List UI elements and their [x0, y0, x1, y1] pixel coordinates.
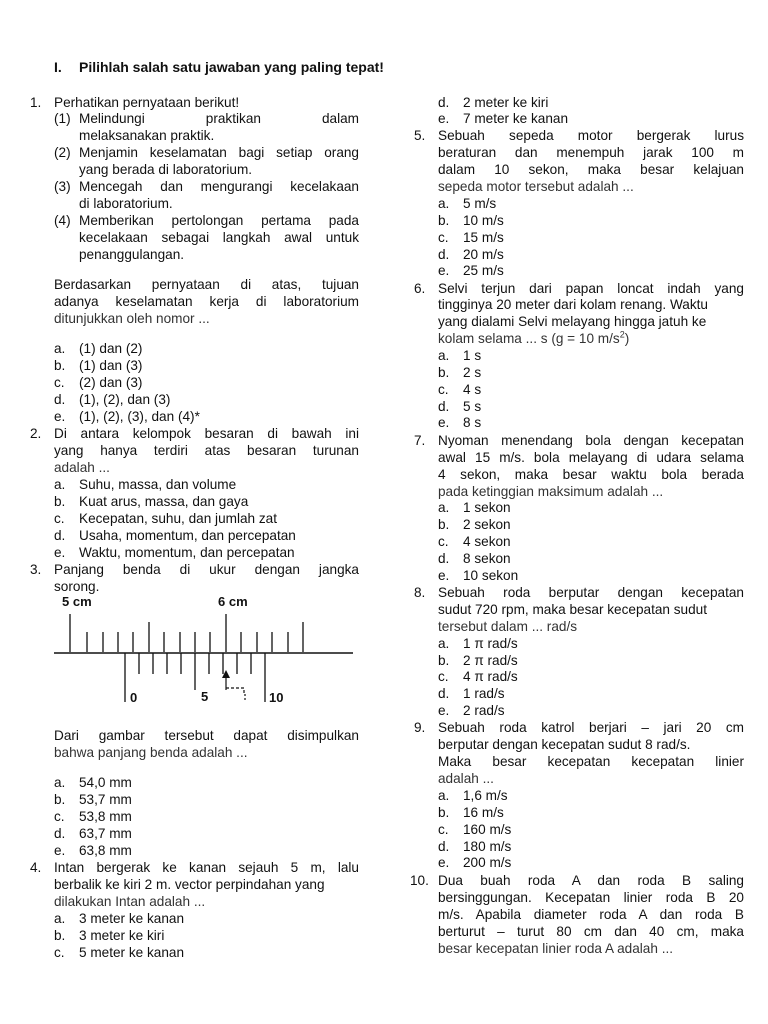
option-text: 160 m/s	[463, 822, 512, 837]
question-text: yang hanya terdiri atas besaran turunan	[54, 443, 359, 458]
option-text: 10 sekon	[463, 568, 519, 583]
statement-text: Melindungi praktikan dalam	[79, 111, 359, 126]
statement-text: melaksanakan praktik.	[79, 128, 215, 143]
statement-number: (3)	[54, 179, 71, 194]
question-text: Berdasarkan pernyataan di atas, tujuan	[54, 277, 359, 292]
option-text: 3 meter ke kiri	[79, 928, 165, 943]
option-key: c.	[438, 669, 449, 684]
option-text: 2 π rad/s	[463, 653, 518, 668]
option-text: 8 sekon	[463, 551, 511, 566]
question-number: 2.	[30, 426, 42, 441]
option-key: c.	[54, 375, 65, 390]
question-text: Sebuah roda katrol berjari – jari 20 cm	[438, 720, 744, 735]
question-text: 4 sekon, maka besar waktu bola berada	[438, 467, 744, 482]
option-key: a.	[438, 500, 450, 515]
question-number: 5.	[414, 128, 426, 143]
question-text: adalah ...	[54, 460, 110, 475]
option-key: b.	[54, 928, 66, 943]
option-text: 16 m/s	[463, 805, 504, 820]
statement-text: di laboratorium.	[79, 196, 173, 211]
option-key: c.	[54, 945, 65, 960]
question-text: berputar dengan kecepatan sudut 8 rad/s.	[438, 737, 691, 752]
option-key: d.	[438, 247, 450, 262]
vernier-label-0: 0	[130, 690, 138, 705]
option-key: e.	[438, 703, 450, 718]
option-text: 63,7 mm	[79, 826, 132, 841]
option-key: e.	[438, 855, 450, 870]
question-text: bahwa panjang benda adalah ...	[54, 745, 248, 760]
statement-text: Menjamin keselamatan bagi setiap orang	[79, 145, 359, 160]
option-text: Waktu, momentum, dan percepatan	[79, 545, 295, 560]
option-key: b.	[54, 792, 66, 807]
option-text: 2 rad/s	[463, 703, 505, 718]
question-text: Dua buah roda A dan roda B saling	[438, 873, 744, 888]
option-key: a.	[438, 196, 450, 211]
question-text: bersinggungan. Kecepatan linier roda B 20	[438, 890, 744, 905]
option-text: 4 π rad/s	[463, 669, 518, 684]
option-text: 4 s	[463, 382, 482, 397]
option-key: a.	[54, 775, 66, 790]
question-text: Sebuah sepeda motor bergerak lurus	[438, 128, 744, 143]
option-text: 8 s	[463, 415, 482, 430]
option-text: 200 m/s	[463, 855, 512, 870]
question-stem: Perhatikan pernyataan berikut!	[54, 95, 240, 110]
option-key: e.	[438, 415, 450, 430]
option-text: 15 m/s	[463, 230, 504, 245]
option-key: c.	[438, 822, 449, 837]
option-key: d.	[438, 686, 450, 701]
vernier-scale-ticks	[125, 653, 265, 702]
question-text: besar kecepatan linier roda A adalah ...	[438, 941, 674, 956]
main-scale-label-left: 5 cm	[62, 594, 92, 609]
option-text: 54,0 mm	[79, 775, 132, 790]
option-key: c.	[438, 230, 449, 245]
question-number: 7.	[414, 433, 426, 448]
question-text: adanya keselamatan kerja di laboratorium	[54, 294, 359, 309]
option-key: d.	[438, 95, 450, 110]
option-text: (1), (2), (3), dan (4)*	[79, 409, 200, 424]
question-text: berbalik ke kiri 2 m. vector perpindahan yang	[54, 877, 325, 892]
option-text: 63,8 mm	[79, 843, 132, 858]
question-number: 3.	[30, 562, 42, 577]
option-text: 2 meter ke kiri	[463, 95, 549, 110]
option-key: c.	[54, 809, 65, 824]
option-text: 10 m/s	[463, 213, 504, 228]
option-key: e.	[438, 263, 450, 278]
statement-number: (1)	[54, 111, 71, 126]
question-text: yang dialami Selvi melayang hingga jatuh ke	[438, 314, 707, 329]
option-text: Kecepatan, suhu, dan jumlah zat	[79, 511, 277, 526]
question-number: 4.	[30, 860, 42, 875]
vernier-label-10: 10	[269, 690, 284, 705]
question-text: Intan bergerak ke kanan sejauh 5 m, lalu	[54, 860, 359, 875]
option-text: 20 m/s	[463, 247, 504, 262]
statement-text: Memberikan pertolongan pertama pada	[79, 213, 359, 228]
question-text: pada ketinggian maksimum adalah ...	[438, 484, 664, 499]
question-number: 1.	[30, 95, 42, 110]
option-key: b.	[54, 494, 66, 509]
question-text: sepeda motor tersebut adalah ...	[438, 179, 634, 194]
section-number: I.	[54, 59, 62, 75]
main-scale-label-right: 6 cm	[218, 594, 248, 609]
option-text: 1 s	[463, 348, 482, 363]
statement-text: yang berada di laboratorium.	[79, 162, 253, 177]
statement-text: Mencegah dan mengurangi kecelakaan	[79, 179, 359, 194]
option-key: e.	[54, 843, 66, 858]
option-text: 53,8 mm	[79, 809, 132, 824]
option-text: 25 m/s	[463, 263, 504, 278]
option-text: 2 s	[463, 365, 482, 380]
option-text: Kuat arus, massa, dan gaya	[79, 494, 249, 509]
option-key: a.	[438, 348, 450, 363]
option-key: a.	[54, 477, 66, 492]
question-text: ditunjukkan oleh nomor ...	[54, 311, 210, 326]
option-text: 5 s	[463, 399, 482, 414]
question-text: adalah ...	[438, 771, 494, 786]
option-key: b.	[438, 517, 450, 532]
question-text: tersebut dalam ... rad/s	[438, 619, 578, 634]
question-text: berturut – turut 80 cm dan 40 cm, maka	[438, 924, 744, 939]
question-number: 10.	[410, 873, 429, 888]
question-number: 8.	[414, 585, 426, 600]
option-text: (2) dan (3)	[79, 375, 143, 390]
option-text: 1 rad/s	[463, 686, 505, 701]
option-key: a.	[54, 341, 66, 356]
option-text: (1) dan (3)	[79, 358, 143, 373]
option-text: Usaha, momentum, dan percepatan	[79, 528, 296, 543]
vernier-caliper-figure	[50, 590, 360, 710]
option-key: e.	[54, 545, 66, 560]
option-key: e.	[438, 111, 450, 126]
option-key: b.	[438, 805, 450, 820]
section-title: Pilihlah salah satu jawaban yang paling tepat!	[79, 59, 384, 75]
question-text: kolam selama ... s (g = 10 $m/s^2$)	[438, 329, 630, 346]
vernier-label-5: 5	[201, 689, 209, 704]
statement-number: (4)	[54, 213, 71, 228]
question-text: Di antara kelompok besaran di bawah ini	[54, 426, 359, 441]
option-key: b.	[438, 213, 450, 228]
question-number: 9.	[414, 720, 426, 735]
question-text: tingginya 20 meter dari kolam renang. Waktu	[438, 297, 708, 312]
option-text: 2 sekon	[463, 517, 511, 532]
option-key: d.	[54, 528, 66, 543]
option-text: 1 π rad/s	[463, 636, 518, 651]
option-key: a.	[438, 636, 450, 651]
option-key: e.	[54, 409, 66, 424]
option-text: 5 m/s	[463, 196, 497, 211]
option-text: (1) dan (2)	[79, 341, 143, 356]
question-text: dalam 10 sekon, maka besar kelajuan	[438, 162, 744, 177]
question-text: Dari gambar tersebut dapat disimpulkan	[54, 728, 359, 743]
option-key: c.	[54, 511, 65, 526]
option-key: d.	[54, 826, 66, 841]
option-key: a.	[54, 911, 66, 926]
option-key: b.	[438, 653, 450, 668]
option-key: d.	[438, 399, 450, 414]
question-text: Maka besar kecepatan kecepatan linier	[438, 754, 744, 769]
option-key: c.	[438, 534, 449, 549]
question-text: Selvi terjun dari papan loncat indah yang	[438, 281, 744, 296]
option-text: 5 meter ke kanan	[79, 945, 185, 960]
option-key: c.	[438, 382, 449, 397]
option-text: 7 meter ke kanan	[463, 111, 569, 126]
question-text: Nyoman menendang bola dengan kecepatan	[438, 433, 744, 448]
question-text: sudut 720 rpm, maka besar kecepatan sudut	[438, 602, 708, 617]
option-text: 1 sekon	[463, 500, 511, 515]
option-key: b.	[438, 365, 450, 380]
question-text: beraturan dan menempuh jarak 100 m	[438, 145, 744, 160]
question-text: sorong.	[54, 579, 100, 594]
main-scale-ticks	[70, 614, 303, 652]
statement-number: (2)	[54, 145, 71, 160]
option-text: (1), (2), dan (3)	[79, 392, 171, 407]
statement-text: kecelakaan sebagai langkah awal untuk	[79, 230, 359, 245]
option-text: 4 sekon	[463, 534, 511, 549]
question-text: m/s. Apabila diameter roda A dan roda B	[438, 907, 744, 922]
option-text: 1,6 m/s	[463, 788, 508, 803]
option-text: 53,7 mm	[79, 792, 132, 807]
question-number: 6.	[414, 281, 426, 296]
option-key: d.	[438, 551, 450, 566]
question-text: Sebuah roda berputar dengan kecepatan	[438, 585, 744, 600]
option-key: b.	[54, 358, 66, 373]
option-text: 180 m/s	[463, 839, 512, 854]
question-text: Panjang benda di ukur dengan jangka	[54, 562, 359, 577]
option-key: a.	[438, 788, 450, 803]
option-key: d.	[438, 839, 450, 854]
statement-text: penanggulangan.	[79, 247, 185, 262]
question-text: dilakukan Intan adalah ...	[54, 894, 206, 909]
question-text: awal 15 m/s. bola melayang di udara selama	[438, 450, 744, 465]
option-key: d.	[54, 392, 66, 407]
option-key: e.	[438, 568, 450, 583]
option-text: Suhu, massa, dan volume	[79, 477, 237, 492]
option-text: 3 meter ke kanan	[79, 911, 185, 926]
